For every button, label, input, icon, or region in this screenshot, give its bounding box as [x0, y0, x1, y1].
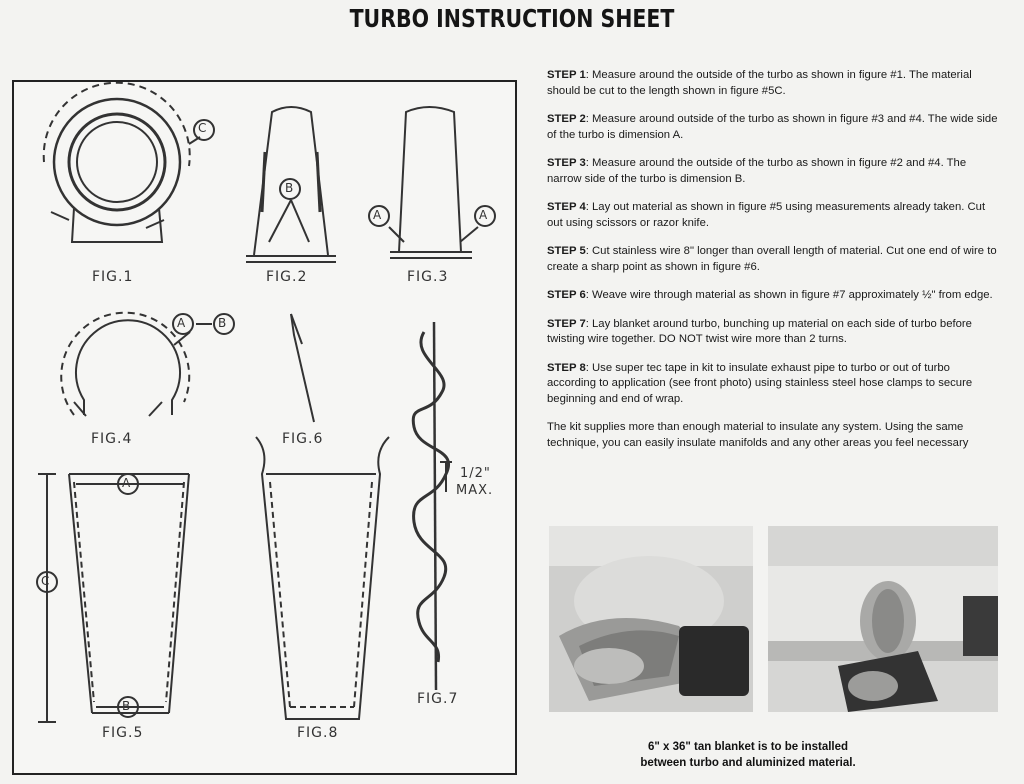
step-text: : Weave wire through material as shown in figure #7 approximately ½" from edge.: [585, 289, 993, 301]
turbo-photo-right-art: [768, 526, 998, 712]
closing-paragraph: The kit supplies more than enough material to insulate any system. Using the same technique, you can easily insulate manifolds and any other areas you feel necessary: [547, 421, 969, 449]
step-5: [547, 244, 999, 275]
step-label: STEP 2: [547, 113, 586, 125]
fig4-label: FIG.4: [91, 431, 133, 447]
step-text: : Measure around outside of the turbo as shown in figure #3 and #4. The wide side of the turbo is dimension A.: [547, 113, 998, 141]
fig3-drawing: [389, 107, 478, 258]
step-label: STEP 7: [547, 317, 586, 330]
step-label: STEP 4: [547, 201, 586, 213]
step-6: [547, 288, 999, 304]
step-label: STEP 1: [547, 69, 586, 81]
step-text: : Lay out material as shown in figure #5 using measurements already taken. Cut out using scissors or razor knife.: [547, 201, 986, 229]
fig3-label: FIG.3: [407, 269, 449, 285]
fig8-drawing: [256, 437, 389, 719]
step-text: : Lay blanket around turbo, bunching up material on each side of turbo before twisting wire together. DO NOT twist wire more than 2 turns.: [547, 317, 972, 345]
fig6-drawing: [291, 314, 314, 422]
fig8-label: FIG.8: [297, 725, 339, 741]
step-label: STEP 5: [547, 245, 586, 257]
page-title: TURBO INSTRUCTION SHEET: [349, 4, 675, 33]
fig7-half-inch-note: 1/2": [460, 466, 491, 481]
fig1-marker-c-label: C: [198, 121, 208, 135]
step-text: : Measure around the outside of the turbo as shown in figure #1. The material should be cut to the length shown in figure #5C.: [547, 69, 972, 97]
fig5-drawing: [38, 474, 189, 722]
step-label: STEP 3: [547, 157, 586, 169]
fig5-label: FIG.5: [102, 725, 144, 741]
caption-line-1: 6" x 36" tan blanket is to be installed: [647, 741, 849, 753]
caption-line-2: between turbo and aluminized material.: [640, 757, 856, 769]
step-8: [547, 361, 999, 408]
instruction-steps: [547, 68, 999, 464]
fig4-marker-a-label: A: [177, 316, 187, 330]
fig4-marker-b-label: B: [218, 316, 228, 330]
fig3-marker-a-left-label: A: [373, 208, 383, 222]
figure-drawings: [14, 82, 515, 773]
fig2-marker-b-label: B: [285, 181, 295, 195]
fig5-marker-c-label: C: [41, 574, 51, 588]
figure-panel: [12, 80, 517, 775]
fig5-marker-b-label: B: [122, 699, 132, 713]
fig3-marker-a-right-label: A: [479, 208, 489, 222]
fig4-drawing: [61, 313, 212, 416]
fig1-label: FIG.1: [92, 269, 134, 285]
step-2: [547, 112, 999, 143]
step-label: STEP 8: [547, 361, 586, 374]
step-text: : Measure around the outside of the turbo as shown in figure #2 and #4. The narrow side of the turbo is dimension B.: [547, 157, 967, 185]
step-text: : Cut stainless wire 8" longer than overall length of material. Cut one end of wire to create a sharp point as shown in figure #6.: [547, 245, 997, 273]
fig6-label: FIG.6: [282, 431, 324, 447]
photo-caption: [548, 739, 948, 771]
fig1-drawing: [44, 83, 200, 242]
step-label: STEP 6: [547, 289, 586, 301]
fig7-drawing: [413, 322, 452, 690]
step-1: [547, 68, 999, 99]
step-text: : Use super tec tape in kit to insulate exhaust pipe to turbo or out of turbo according to application (see front photo) using stainless steel hose clamps to secure beginning and end of wrap.: [547, 361, 973, 405]
fig7-label: FIG.7: [417, 691, 459, 707]
fig2-label: FIG.2: [266, 269, 308, 285]
turbo-photo-left-art: [549, 526, 753, 712]
turbo-photo-left: [549, 526, 753, 712]
step-3: [547, 156, 999, 187]
fig5-marker-a-label: A: [122, 476, 132, 490]
turbo-photo-right: [768, 526, 998, 712]
step-4: [547, 200, 999, 231]
step-7: [547, 317, 999, 348]
fig7-max-note: MAX.: [456, 483, 494, 498]
